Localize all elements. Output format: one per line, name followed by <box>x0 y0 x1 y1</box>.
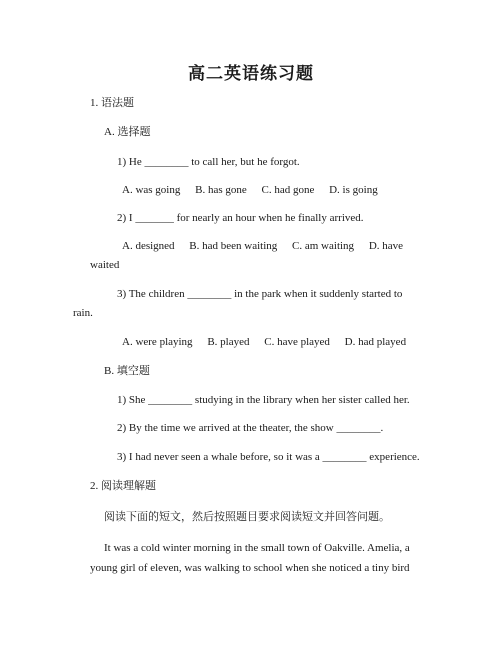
page-title: 高二英语练习题 <box>188 64 314 83</box>
grammar-question-3-continued: rain. <box>73 307 93 319</box>
section-1-heading: 1. 语法题 <box>90 97 134 109</box>
option-c: C. am waiting <box>292 240 355 252</box>
option-d: D. had played <box>344 336 407 348</box>
option-b: B. played <box>207 336 250 348</box>
option-a: A. were playing <box>122 336 193 348</box>
part-a-heading: A. 选择题 <box>104 126 151 138</box>
grammar-question-2: 2) I _______ for nearly an hour when he finally arrived. <box>117 212 364 224</box>
grammar-question-1-options <box>122 183 390 198</box>
option-a: A. designed <box>122 240 175 252</box>
fill-blank-question-3: 3) I had never seen a whale before, so it was a ________ experience. <box>117 451 420 463</box>
fill-blank-question-2: 2) By the time we arrived at the theater, the show ________. <box>117 422 384 434</box>
option-b: B. has gone <box>195 184 247 196</box>
grammar-question-2-options <box>122 239 415 254</box>
part-b-heading: B. 填空题 <box>104 365 150 377</box>
reading-passage: It was a cold winter morning in the small town of Oakville. Amelia, a young girl of eleven, was walking to school when she noticed a tiny bird <box>90 542 410 574</box>
option-c: C. had gone <box>261 184 315 196</box>
reading-instruction: 阅读下面的短文，然后按照题目要求阅读短文并回答问题。 <box>104 511 390 523</box>
section-2-heading: 2. 阅读理解题 <box>90 480 156 492</box>
grammar-question-3: 3) The children ________ in the park when it suddenly started to <box>117 288 403 300</box>
option-d: D. is going <box>329 184 378 196</box>
option-a: A. was going <box>122 184 181 196</box>
grammar-question-2-options-continued: waited <box>90 259 120 271</box>
option-c: C. have played <box>264 336 330 348</box>
fill-blank-question-1: 1) She ________ studying in the library when her sister called her. <box>117 394 410 406</box>
option-d: D. have <box>368 240 404 252</box>
grammar-question-3-options <box>122 335 418 350</box>
option-b: B. had been waiting <box>189 240 278 252</box>
grammar-question-1: 1) He ________ to call her, but he forgot. <box>117 156 300 168</box>
